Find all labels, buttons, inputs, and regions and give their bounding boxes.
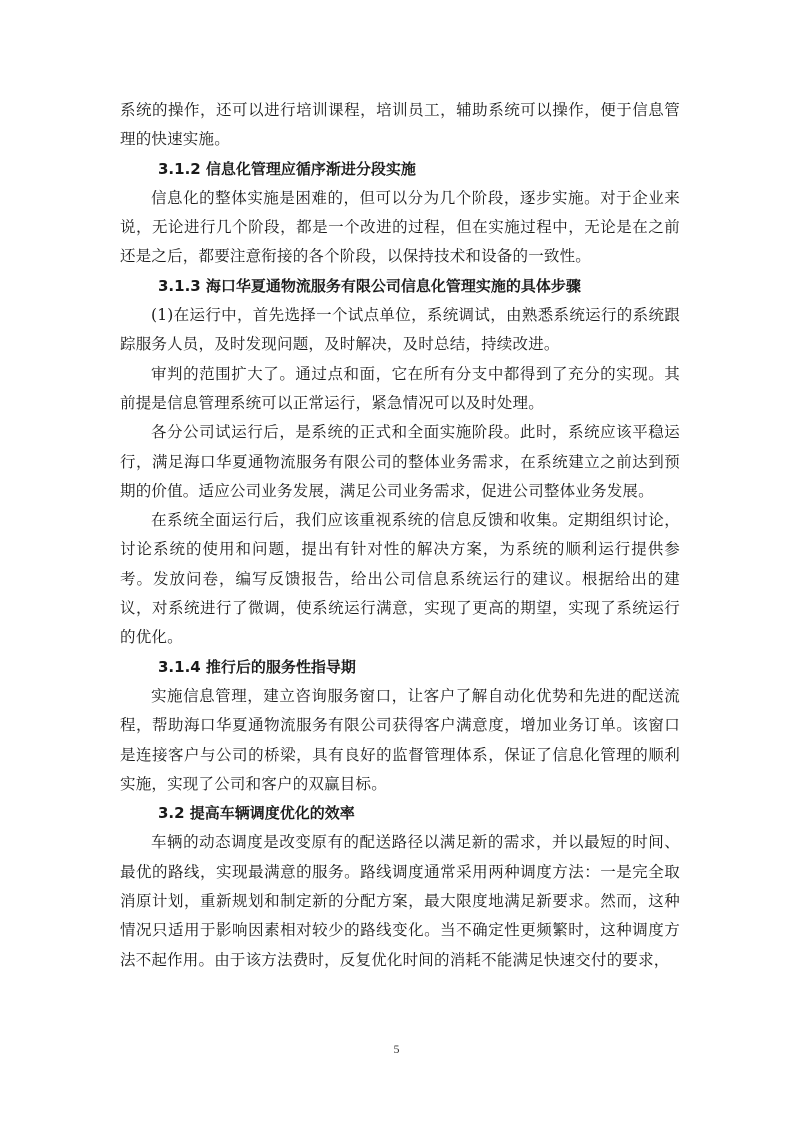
section-heading-3-1-3: 3.1.3 海口华夏通物流服务有限公司信息化管理实施的具体步骤	[158, 276, 581, 295]
body-paragraph: 车辆的动态调度是改变原有的配送路径以满足新的需求，并以最短的时间、最优的路线，实现最满意的服务。路线调度通常采用两种调度方法：一是完全取消原计划，重新规划和制定新的分配方案，最大限度地满足新要求。然而，这种情况只适用于影响因素相对较少的路线变化。当不确定性更频繁时，这种调度方法不起作用。由于该方法费时，反复优化时间的消耗不能满足快速交付的要求，	[120, 833, 680, 969]
page-number: 5	[393, 1042, 400, 1056]
section-heading-3-1-4: 3.1.4 推行后的服务性指导期	[158, 657, 356, 676]
section-heading-3-1-2: 3.1.2 信息化管理应循序渐进分段实施	[158, 159, 416, 178]
body-paragraph: 信息化的整体实施是困难的，但可以分为几个阶段，逐步实施。对于企业来说，无论进行几个阶段，都是一个改进的过程，但在实施过程中，无论是在之前还是之后，都要注意衔接的各个阶段，以保持技术和设备的一致性。	[120, 188, 680, 266]
body-paragraph: 审判的范围扩大了。通过点和面，它在所有分支中都得到了充分的实现。其前提是信息管理系统可以正常运行，紧急情况可以及时处理。	[120, 364, 680, 412]
section-heading-3-2: 3.2 提高车辆调度优化的效率	[158, 804, 355, 823]
body-paragraph: (1)在运行中，首先选择一个试点单位，系统调试，由熟悉系统运行的系统跟踪服务人员，及时发现问题，及时解决，及时总结，持续改进。	[120, 306, 680, 354]
body-paragraph: 各分公司试运行后，是系统的正式和全面实施阶段。此时，系统应该平稳运行，满足海口华夏通物流服务有限公司的整体业务需求，在系统建立之前达到预期的价值。适应公司业务发展，满足公司业务需求，促进公司整体业务发展。	[120, 423, 680, 500]
body-paragraph: 系统的操作，还可以进行培训课程，培训员工，辅助系统可以操作，便于信息管理的快速实施。	[120, 101, 680, 149]
body-paragraph: 在系统全面运行后，我们应该重视系统的信息反馈和收集。定期组织讨论，讨论系统的使用和问题，提出有针对性的解决方案，为系统的顺利运行提供参考。发放问卷，编写反馈报告，给出公司信息系统运行的建议。根据给出的建议，对系统进行了微调，使系统运行满意，实现了更高的期望，实现了系统运行的优化。	[120, 511, 680, 647]
body-paragraph: 实施信息管理，建立咨询服务窗口，让客户了解自动化优势和先进的配送流程，帮助海口华夏通物流服务有限公司获得客户满意度，增加业务订单。该窗口是连接客户与公司的桥梁，具有良好的监督管理体系，保证了信息化管理的顺利实施，实现了公司和客户的双赢目标。	[120, 686, 680, 793]
page-body	[120, 96, 680, 975]
